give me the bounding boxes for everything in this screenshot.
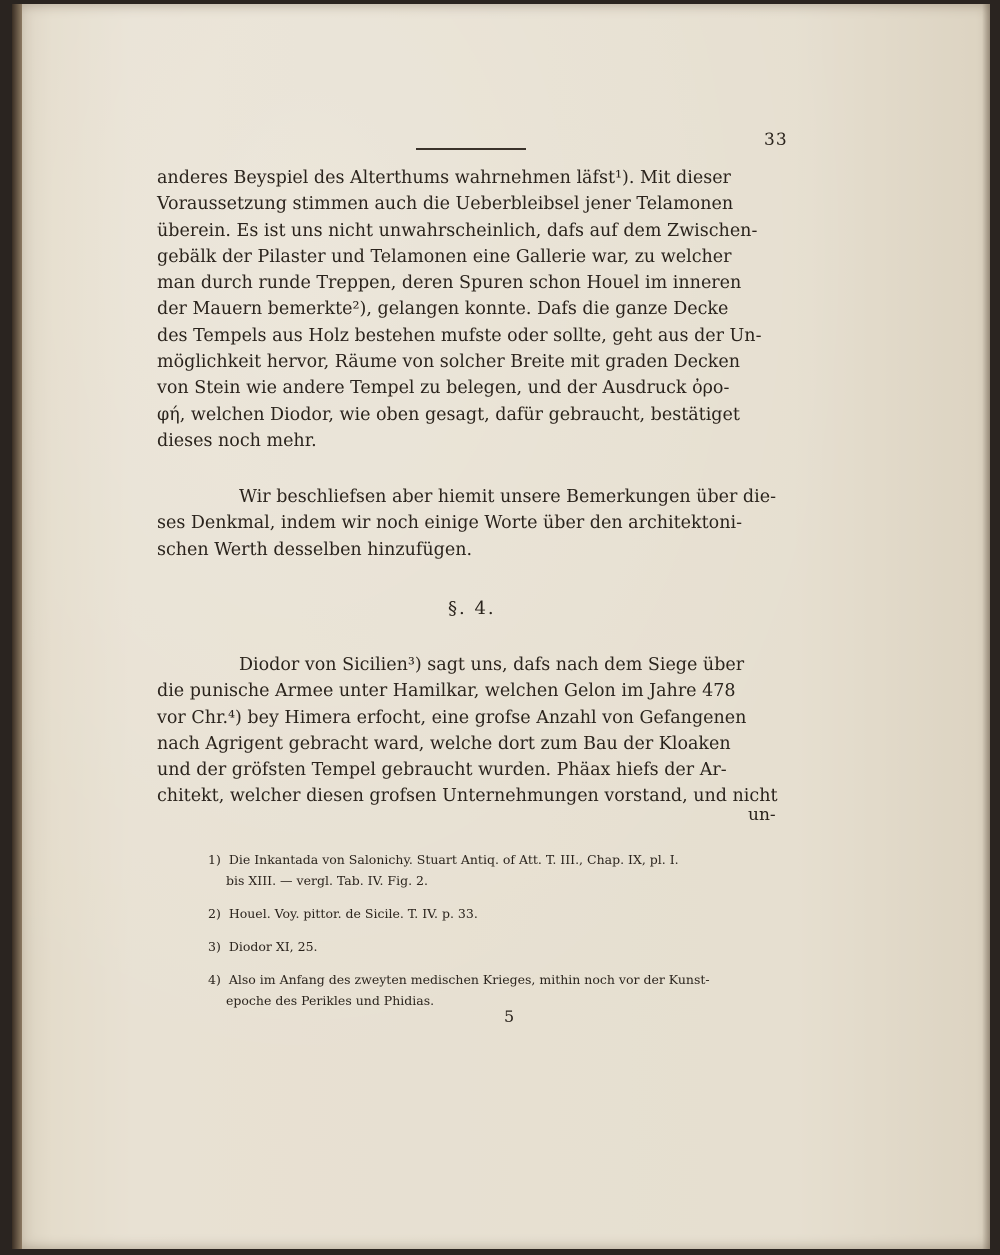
text-line: überein. Es ist uns nicht unwahrscheinlich, dafs auf dem Zwischen- bbox=[157, 220, 758, 241]
text-line: schen Werth desselben hinzufügen. bbox=[157, 539, 473, 560]
header-rule bbox=[416, 148, 526, 150]
book-spine bbox=[12, 4, 22, 1249]
footnote-text: Also im Anfang des zweyten medischen Krieges, mithin noch vor der Kunst- bbox=[228, 972, 710, 987]
text-line: der Mauern bemerkte²), gelangen konnte. Dafs die ganze Decke bbox=[157, 299, 729, 320]
text-line: und der gröfsten Tempel gebraucht wurden. Phäax hiefs der Ar- bbox=[157, 760, 727, 781]
footnote-continuation: bis XIII. — vergl. Tab. IV. Fig. 2. bbox=[226, 873, 428, 888]
section-heading: §. 4. bbox=[448, 598, 496, 619]
text-line: gebälk der Pilaster und Telamonen eine Gallerie war, zu welcher bbox=[157, 246, 732, 267]
signature-mark: 5 bbox=[504, 1007, 515, 1026]
text-line: von Stein wie andere Tempel zu belegen, und der Ausdruck ὀρο- bbox=[157, 378, 730, 399]
text-line: φή, welchen Diodor, wie oben gesagt, dafür gebraucht, bestätiget bbox=[157, 404, 740, 425]
footnote-number: 1) bbox=[208, 852, 221, 867]
footnote-number: 4) bbox=[208, 972, 221, 987]
footnote-continuation: epoche des Perikles und Phidias. bbox=[226, 993, 435, 1008]
text-line: die punische Armee unter Hamilkar, welchen Gelon im Jahre 478 bbox=[157, 681, 736, 702]
text-line: ses Denkmal, indem wir noch einige Worte über den architektoni- bbox=[157, 513, 742, 534]
paragraph-2 bbox=[157, 484, 803, 563]
footnote-2 bbox=[208, 903, 808, 924]
text-line: Diodor von Sicilien³) sagt uns, dafs nach dem Siege über bbox=[239, 655, 745, 675]
footnote-text: Houel. Voy. pittor. de Sicile. T. IV. p. 33. bbox=[228, 906, 478, 921]
text-line: anderes Beyspiel des Alterthums wahrnehmen läfst¹). Mit dieser bbox=[157, 168, 731, 188]
footnote-text: Die Inkantada von Salonichy. Stuart Antiq. of Att. T. III., Chap. IX, pl. I. bbox=[228, 852, 679, 867]
footnote-4 bbox=[208, 969, 808, 1011]
text-line: möglichkeit hervor, Räume von solcher Breite mit graden Decken bbox=[157, 352, 740, 373]
paragraph-1 bbox=[157, 165, 803, 454]
text-line: chitekt, welcher diesen grofsen Unternehmungen vorstand, und nicht bbox=[157, 786, 778, 807]
paragraph-3 bbox=[157, 652, 803, 810]
footnotes bbox=[208, 849, 808, 1023]
text-line: Voraussetzung stimmen auch die Ueberbleibsel jener Telamonen bbox=[157, 194, 734, 215]
text-line: dieses noch mehr. bbox=[157, 430, 317, 451]
footnote-number: 2) bbox=[208, 906, 221, 921]
footnote-text: Diodor XI, 25. bbox=[228, 939, 318, 954]
page-number: 33 bbox=[764, 130, 788, 150]
text-line: Wir beschliefsen aber hiemit unsere Bemerkungen über die- bbox=[239, 487, 777, 507]
footnote-number: 3) bbox=[208, 939, 221, 954]
text-line: des Tempels aus Holz bestehen mufste oder sollte, geht aus der Un- bbox=[157, 325, 762, 346]
book-page bbox=[12, 4, 990, 1249]
catchword: un- bbox=[748, 805, 776, 825]
text-line: vor Chr.⁴) bey Himera erfocht, eine grofse Anzahl von Gefangenen bbox=[157, 707, 747, 728]
text-line: man durch runde Treppen, deren Spuren schon Houel im inneren bbox=[157, 273, 742, 294]
text-line: nach Agrigent gebracht ward, welche dort zum Bau der Kloaken bbox=[157, 733, 731, 754]
footnote-3 bbox=[208, 936, 808, 957]
footnote-1 bbox=[208, 849, 808, 891]
page-edge-shadow bbox=[982, 4, 990, 1249]
